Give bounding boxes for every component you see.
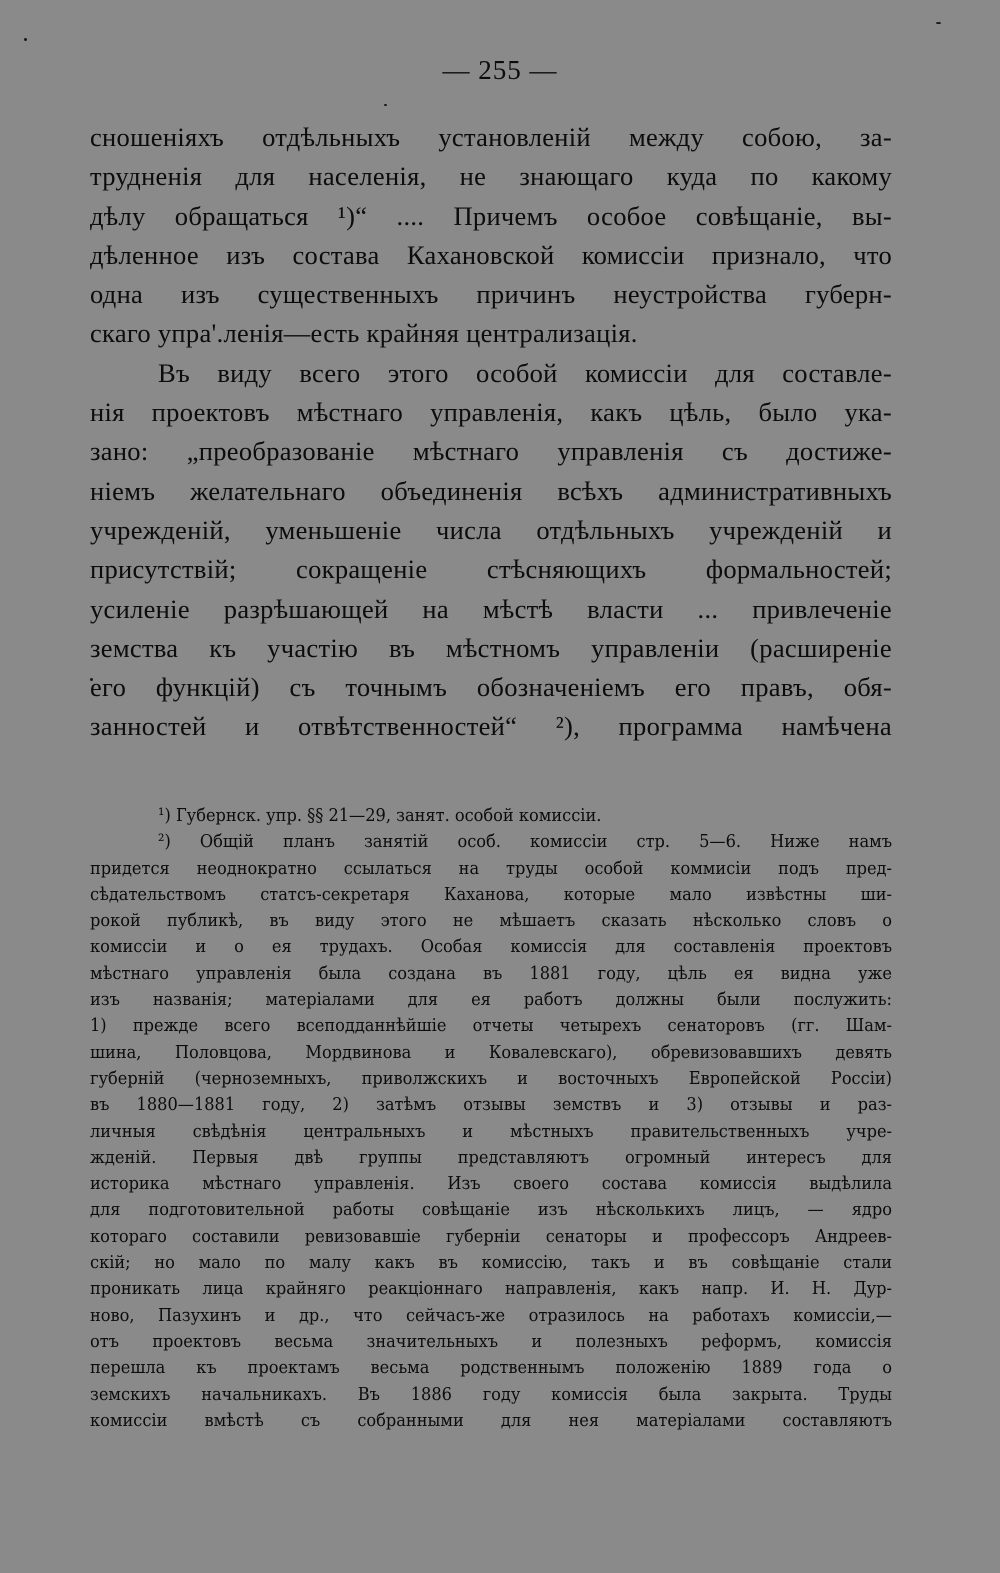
- footnote-line: ново, Пазухинъ и др., что сейчасъ-же отразилось на работахъ комиссіи,—: [90, 1304, 892, 1326]
- footnote-line: комиссіи и о ея трудахъ. Особая комиссія для составленія проектовъ: [90, 936, 892, 958]
- footnote-line: въ 1880—1881 году, 2) затѣмъ отзывы земствъ и 3) отзывы и раз-: [90, 1094, 892, 1116]
- footnotes: [90, 803, 892, 1434]
- text-line: одна изъ существенныхъ причинъ неустройства губерн-: [90, 279, 892, 310]
- footnote-line: мѣстнаго управленія была создана въ 1881 году, цѣль ея видна уже: [90, 962, 892, 984]
- footnote-line: комиссіи вмѣстѣ съ собранными для нея матеріалами составляютъ: [90, 1409, 892, 1431]
- footnote-line: шина, Половцова, Мордвинова и Ковалевскаго), обревизовавшихъ девять: [90, 1041, 892, 1063]
- text-line: трудненія для населенія, не знающаго куда по какому: [90, 161, 892, 192]
- text-line: земства къ участію въ мѣстномъ управленіи (расширеніе: [90, 632, 892, 663]
- footnote-line: 1) прежде всего всеподданнѣйшіе отчеты четырехъ сенаторовъ (гг. Шам-: [90, 1015, 892, 1037]
- text-line: дѣлу обращаться ¹)“ .... Причемъ особое совѣщаніе, вы-: [90, 200, 892, 231]
- footnote-line: историка мѣстнаго управленія. Изъ своего состава комиссія выдѣлила: [90, 1173, 892, 1195]
- footnote-line: сѣдательствомъ статсъ-секретаря Каханова, которые мало извѣстны ши-: [90, 883, 892, 905]
- text-line: сношеніяхъ отдѣльныхъ установленій между собою, за-: [90, 122, 892, 152]
- footnote-line: изъ названія; матеріалами для ея работъ должны были послужить:: [90, 989, 892, 1011]
- footnote-line: земскихъ начальникахъ. Въ 1886 году комиссія была закрыта. Труды: [90, 1383, 892, 1405]
- footnote-line: губерній (черноземныхъ, приволжскихъ и восточныхъ Европейской Россіи): [90, 1067, 892, 1089]
- scan-speck: [24, 38, 27, 41]
- footnote-line: котораго составили ревизовавшіе губерніи сенаторы и профессоръ Андреев-: [90, 1225, 892, 1247]
- text-line: зано: „преобразованіе мѣстнаго управленія съ достиже-: [90, 436, 892, 467]
- footnote-line: скій; но мало по малу какъ въ комиссію, такъ и въ совѣщаніе стали: [90, 1252, 892, 1274]
- footnote-line: перешла къ проектамъ весьма родственнымъ положенію 1889 года о: [90, 1357, 892, 1379]
- footnote-line: отъ проектовъ весьма значительныхъ и полезныхъ реформъ, комиссія: [90, 1330, 892, 1352]
- footnote-line: рокой публикѣ, въ виду этого не мѣшаетъ сказать нѣсколько словъ о: [90, 910, 892, 932]
- text-line: ніемъ желательнаго объединенія всѣхъ административныхъ: [90, 475, 892, 506]
- text-line: учрежденій, уменьшеніе числа отдѣльныхъ учрежденій и: [90, 514, 892, 545]
- text-line: Въ виду всего этого особой комиссіи для составле-: [158, 357, 892, 388]
- footnote-line: придется неоднократно ссылаться на труды особой коммисіи подъ пред-: [90, 857, 892, 879]
- text-line: дѣленное изъ состава Кахановской комиссіи признало, что: [90, 239, 892, 270]
- main-text: [90, 118, 892, 747]
- footnote-line: жденій. Первыя двѣ группы представляютъ огромный интересъ для: [90, 1146, 892, 1168]
- footnote-line: проникать лица крайняго реакціоннаго направленія, какъ напр. И. Н. Дур-: [90, 1278, 892, 1300]
- footnote-line: личныя свѣдѣнія центральныхъ и мѣстныхъ правительственныхъ учре-: [90, 1120, 892, 1142]
- text-line: его функцій) съ точнымъ обозначеніемъ его правъ, обя-: [90, 672, 892, 703]
- page-number: — 255 —: [442, 55, 558, 85]
- footnote-line: ¹) Губернск. упр. §§ 21—29, занят. особой комиссіи.: [158, 805, 602, 826]
- scan-speck: [384, 104, 387, 106]
- footnote-line: ²) Общій планъ занятій особ. комиссіи стр. 5—6. Ниже намъ: [158, 831, 892, 853]
- text-line: нія проектовъ мѣстнаго управленія, какъ цѣль, было ука-: [90, 397, 892, 428]
- scan-speck: [936, 22, 941, 24]
- footnote-line: для подготовительной работы совѣщаніе изъ нѣсколькихъ лицъ, — ядро: [90, 1199, 892, 1221]
- text-line: скаго упра'.ленія—есть крайняя централизація.: [90, 318, 638, 349]
- text-line: усиленіе разрѣшающей на мѣстѣ власти ... привлеченіе: [90, 593, 892, 624]
- text-line: занностей и отвѣтственностей“ ²), программа намѣчена: [90, 711, 892, 742]
- text-line: присутствій; сокращеніе стѣсняющихъ формальностей;: [90, 554, 892, 585]
